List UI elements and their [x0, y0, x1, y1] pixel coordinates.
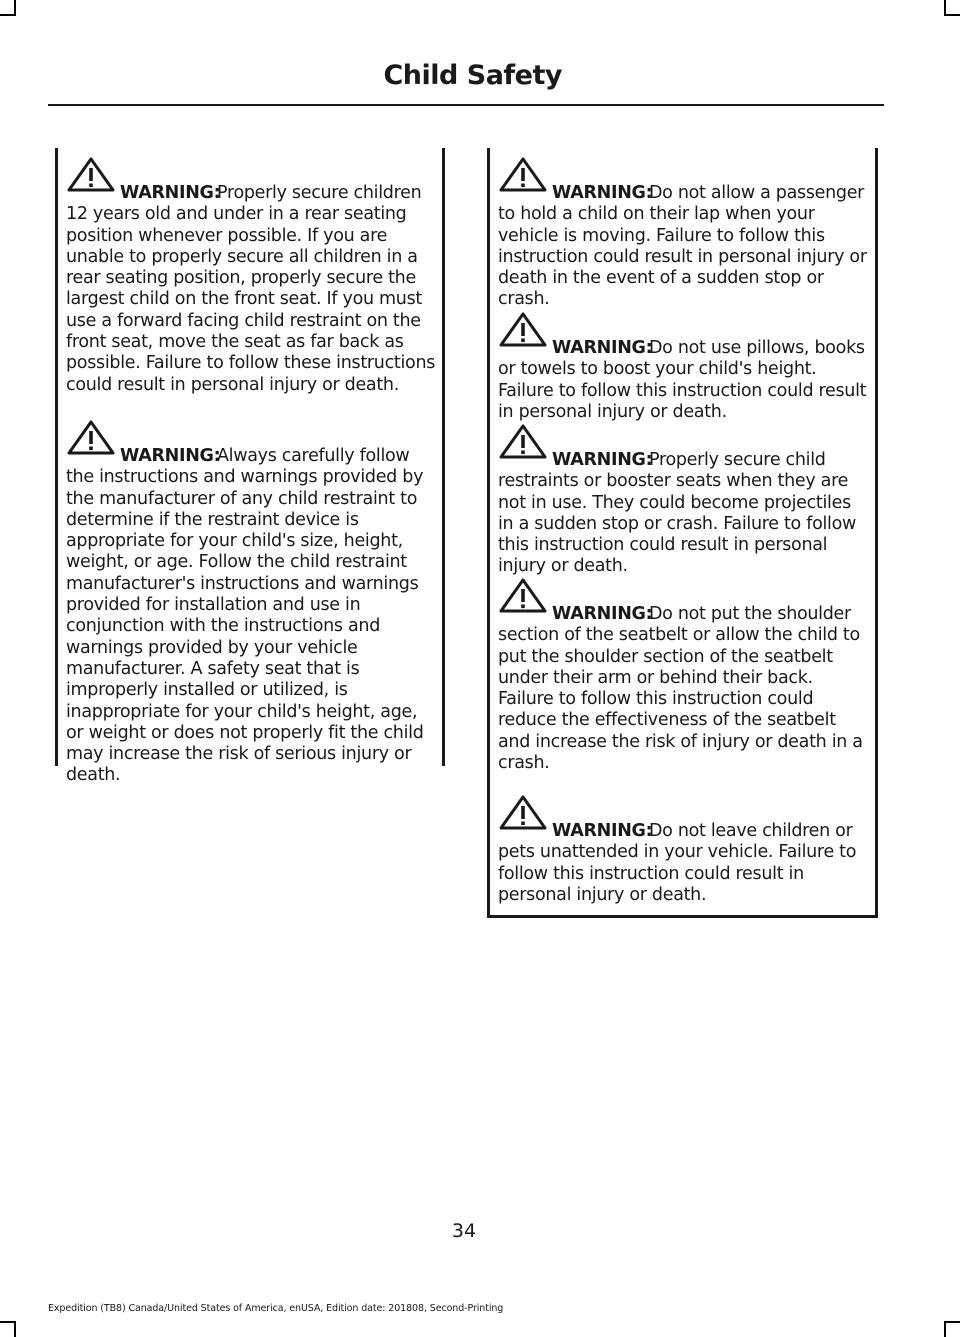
warning-panel-right — [487, 148, 878, 918]
warning-label: WARNING: — [552, 604, 653, 624]
crop-mark-bottom-right — [944, 1321, 946, 1337]
warning-item — [498, 450, 869, 578]
warning-triangle-icon — [66, 157, 116, 193]
warning-item — [498, 604, 869, 774]
warning-item — [498, 183, 869, 311]
crop-mark-bottom-left — [14, 1321, 16, 1337]
warning-text: Properly secure child restraints or booster seats when they are not in use. They could become projectiles in a sudden stop or crash. Failure to follow this instruction could result in personal injury or death. — [498, 450, 857, 577]
footer-edition-info: Expedition (TB8) Canada/United States of America, enUSA, Edition date: 201808, Second-Printing — [48, 1303, 504, 1314]
warning-triangle-icon — [498, 795, 548, 831]
page-title: Child Safety — [383, 60, 562, 91]
warning-text: Do not use pillows, books or towels to boost your child's height. Failure to follow this instruction could result in personal injury or death. — [498, 338, 867, 422]
warning-triangle-icon — [498, 578, 548, 614]
warning-label: WARNING: — [552, 338, 653, 358]
warning-item — [66, 446, 436, 787]
page-number: 34 — [451, 1220, 477, 1242]
crop-mark-bottom-right — [944, 1321, 960, 1323]
warning-triangle-icon — [498, 312, 548, 348]
warning-item — [498, 821, 869, 906]
crop-mark-top-left — [0, 14, 16, 16]
warning-triangle-icon — [66, 420, 116, 456]
header-rule — [48, 104, 884, 106]
warning-label: WARNING: — [120, 446, 221, 466]
warning-text: Always carefully follow the instructions and warnings provided by the manufacturer of any child restraint to determine if the restraint device is appropriate for your child's size, height, weight, or age. Follow the child restraint manufacturer's instructions and warnings provided for installation and use in conjunction with the instructions and warnings provided by your vehicle manufacturer. A safety seat that is improperly installed or utilized, is inappropriate for your child's height, age, or weight or does not properly fit the child may increase the risk of serious injury or death. — [66, 446, 424, 786]
warning-panel-left — [55, 148, 445, 786]
warning-label: WARNING: — [552, 821, 653, 841]
warning-label: WARNING: — [552, 450, 653, 470]
warning-triangle-icon — [498, 424, 548, 460]
warning-triangle-icon — [498, 157, 548, 193]
warning-text: Do not allow a passenger to hold a child on their lap when your vehicle is moving. Failure to follow this instruction could result in personal injury or death in the event of a sudden stop or crash. — [498, 183, 867, 310]
warning-text: Properly secure children 12 years old and under in a rear seating position whenever possible. If you are unable to properly secure all children in a rear seating position, properly secure the largest child on the front seat. If you must use a forward facing child restraint on the front seat, move the seat as far back as possible. Failure to follow these instructions could result in personal injury or death. — [66, 183, 436, 395]
crop-mark-bottom-left — [0, 1321, 16, 1323]
warning-text: Do not leave children or pets unattended in your vehicle. Failure to follow this instruction could result in personal injury or death. — [498, 821, 857, 905]
warning-item — [66, 183, 436, 396]
warning-label: WARNING: — [120, 183, 221, 203]
crop-mark-top-right — [944, 14, 960, 16]
warning-text: Do not put the shoulder section of the seatbelt or allow the child to put the shoulder section of the seatbelt under their arm or behind their back. Failure to follow this instruction could reduce the effectiveness of the seatbelt and increase the risk of injury or death in a crash. — [498, 604, 863, 774]
warning-label: WARNING: — [552, 183, 653, 203]
warning-item — [498, 338, 869, 423]
